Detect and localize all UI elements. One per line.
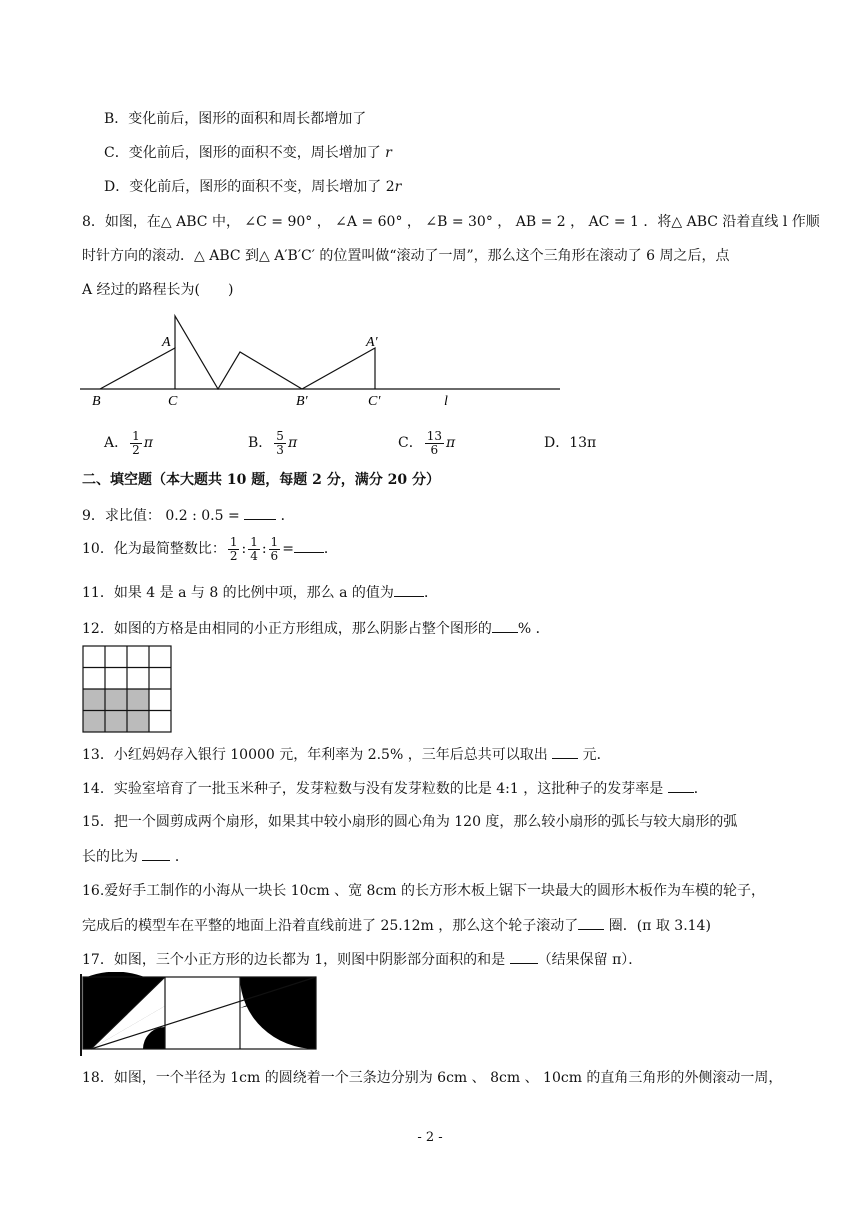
q18: 18．如图，一个半径为 1cm 的圆绕着一个三条边分别为 6cm 、 8cm 、 10cm 的直角三角形的外侧滚动一周， bbox=[82, 1070, 783, 1086]
q7-option-b: B．变化前后，图形的面积和周长都增加了 bbox=[104, 111, 367, 127]
figure-label-line-l: l bbox=[444, 394, 448, 408]
q8-option-c: C． $\frac{13}{6}$ π bbox=[398, 428, 456, 457]
q11: 11．如果 4 是 a 与 8 的比例中项，那么 a 的值为 ． bbox=[82, 582, 438, 603]
figure-label-b-prime: B′ bbox=[296, 394, 308, 408]
q8-stem-line2: 时针方向的滚动．△ ABC 到△ A′B′C′ 的位置叫做“滚动了一周”，那么这个三角形在滚动了 6 周之后，点 bbox=[82, 248, 730, 264]
figure-label-a: A bbox=[162, 335, 171, 350]
q10-answer-blank bbox=[294, 538, 324, 553]
q14: 14．实验室培育了一批玉米种子，发芽粒数与没有发芽粒数的比是 4:1 ，这批种子的发芽率是 ． bbox=[82, 778, 708, 799]
q14-answer-blank bbox=[668, 778, 694, 793]
q8-option-a: A． $\frac{1}{2}$ π bbox=[104, 428, 153, 457]
q16-line1: 16.爱好手工制作的小海从一块长 10cm 、宽 8cm 的长方形木板上锯下一块最大的圆形木板作为车模的轮子， bbox=[82, 883, 766, 899]
figure-label-c-prime: C′ bbox=[368, 394, 381, 408]
q8-stem-line3: A 经过的路程长为( ) bbox=[82, 282, 234, 298]
q12: 12．如图的方格是由相同的小正方形组成，那么阴影占整个图形的 % ． bbox=[82, 618, 550, 639]
q16-answer-blank bbox=[578, 915, 604, 930]
q17: 17．如图，三个小正方形的边长都为 1，则图中阴影部分面积的和是 （结果保留 π）． bbox=[82, 949, 642, 970]
q8-stem-line1: 8．如图，在△ ABC 中， ∠C = 90° ， ∠A = 60° ， ∠B = 30° ， AB = 2 ， AC = 1 ．将△ ABC 沿着直线 l 作顺 bbox=[82, 214, 820, 230]
q7-option-d: D．变化前后，图形的面积不变，周长增加了 2r bbox=[104, 179, 402, 195]
page-number: - 2 - bbox=[417, 1130, 443, 1145]
q15-line2: 长的比为 ． bbox=[82, 846, 189, 867]
figure-label-c: C bbox=[168, 394, 178, 408]
q11-answer-blank bbox=[394, 582, 424, 597]
figure-label-a-prime: A′ bbox=[366, 335, 378, 350]
q15-answer-blank bbox=[142, 846, 170, 861]
q10: 10．化为最简整数比： $\frac{1}{2}$ : $\frac{1}{4}$ : $\frac{1}{6}$ = ． bbox=[82, 534, 338, 563]
section-2-title: 二、填空题（本大题共 10 题，每题 2 分，满分 20 分） bbox=[82, 472, 440, 488]
q17-squares-figure bbox=[80, 972, 320, 1058]
q17-answer-blank bbox=[510, 949, 538, 964]
q8-rolling-triangle-figure bbox=[80, 308, 570, 408]
q13: 13．小红妈妈存入银行 10000 元，年利率为 2.5% ，三年后总共可以取出 元． bbox=[82, 744, 611, 765]
q15-line1: 15．把一个圆剪成两个扇形，如果其中较小扇形的圆心角为 120 度，那么较小扇形的弧长与较大扇形的弧 bbox=[82, 814, 738, 830]
q8-option-d: D．13π bbox=[544, 435, 597, 451]
figure-label-b: B bbox=[92, 394, 101, 408]
q12-grid-figure bbox=[82, 645, 172, 733]
q7-option-c: C．变化前后，图形的面积不变，周长增加了 r bbox=[104, 145, 392, 161]
q16-line2: 完成后的模型车在平整的地面上沿着直线前进了 25.12m ，那么这个轮子滚动了 圈．(π 取 3.14) bbox=[82, 915, 711, 936]
q9-answer-blank bbox=[244, 505, 276, 520]
q12-answer-blank bbox=[492, 618, 518, 633]
q13-answer-blank bbox=[552, 744, 578, 759]
q8-option-b: B． $\frac{5}{3}$ π bbox=[248, 428, 298, 457]
q9: 9．求比值： 0.2 : 0.5 = ． bbox=[82, 505, 295, 526]
